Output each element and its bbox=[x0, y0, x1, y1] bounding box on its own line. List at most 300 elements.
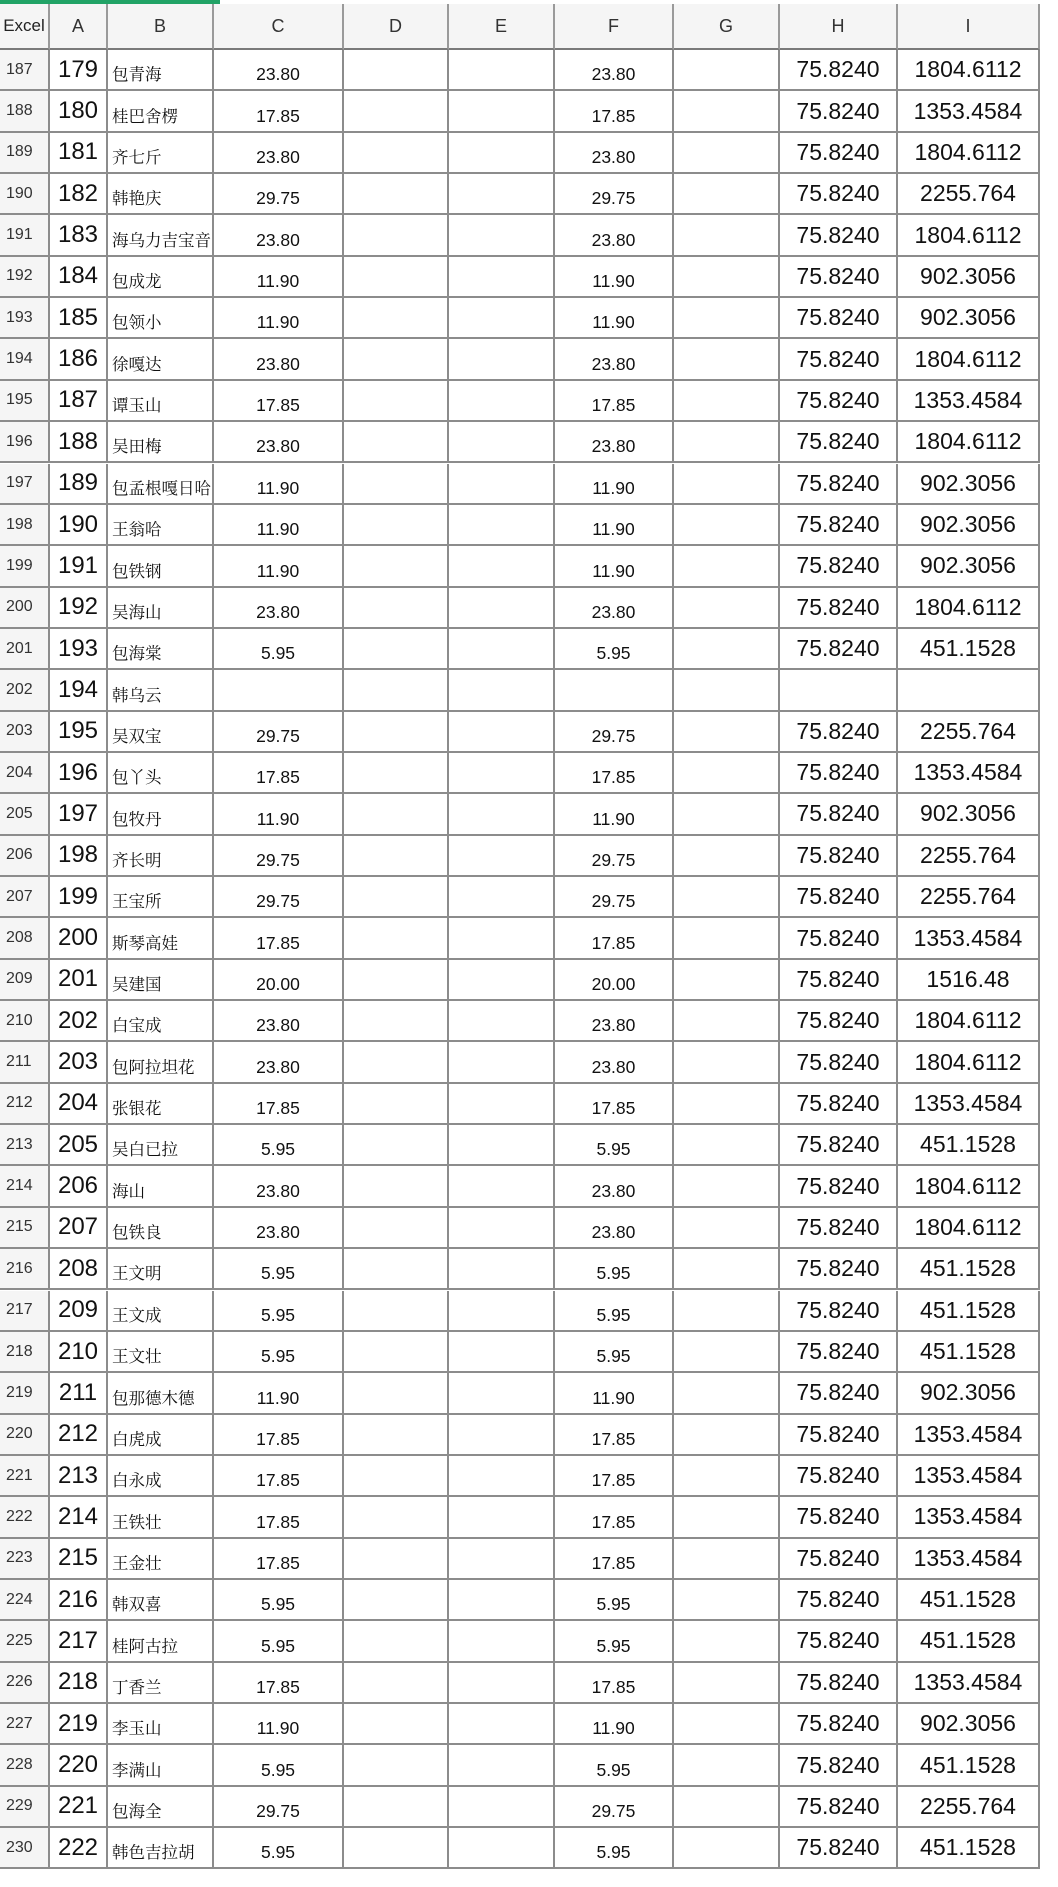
cell-a[interactable]: 185 bbox=[50, 298, 108, 339]
cell-g[interactable] bbox=[674, 1125, 780, 1166]
cell-i[interactable]: 902.3056 bbox=[898, 1373, 1040, 1414]
cell-f[interactable]: 11.90 bbox=[555, 794, 674, 835]
cell-i[interactable]: 1353.4584 bbox=[898, 1415, 1040, 1456]
cell-h[interactable]: 75.8240 bbox=[780, 1745, 898, 1786]
cell-g[interactable] bbox=[674, 753, 780, 794]
cell-f[interactable]: 23.80 bbox=[555, 588, 674, 629]
cell-a[interactable]: 183 bbox=[50, 215, 108, 256]
cell-f[interactable]: 23.80 bbox=[555, 1166, 674, 1207]
cell-i[interactable]: 1804.6112 bbox=[898, 1166, 1040, 1207]
cell-e[interactable] bbox=[449, 1208, 555, 1249]
column-header-b[interactable]: B bbox=[108, 4, 214, 50]
cell-i[interactable]: 2255.764 bbox=[898, 1787, 1040, 1828]
cell-b[interactable]: 齐长明 bbox=[108, 836, 214, 877]
cell-c[interactable]: 5.95 bbox=[214, 1249, 344, 1290]
cell-g[interactable] bbox=[674, 1084, 780, 1125]
cell-e[interactable] bbox=[449, 1580, 555, 1621]
cell-g[interactable] bbox=[674, 381, 780, 422]
cell-a[interactable]: 192 bbox=[50, 588, 108, 629]
cell-b[interactable]: 包丫头 bbox=[108, 753, 214, 794]
cell-c[interactable]: 23.80 bbox=[214, 1001, 344, 1042]
cell-i[interactable]: 1804.6112 bbox=[898, 588, 1040, 629]
cell-g[interactable] bbox=[674, 1456, 780, 1497]
cell-b[interactable]: 王文明 bbox=[108, 1249, 214, 1290]
cell-g[interactable] bbox=[674, 1291, 780, 1332]
cell-c[interactable]: 17.85 bbox=[214, 1663, 344, 1704]
cell-h[interactable]: 75.8240 bbox=[780, 1208, 898, 1249]
cell-g[interactable] bbox=[674, 1373, 780, 1414]
cell-e[interactable] bbox=[449, 1373, 555, 1414]
cell-a[interactable]: 194 bbox=[50, 670, 108, 711]
cell-b[interactable]: 李玉山 bbox=[108, 1704, 214, 1745]
row-number[interactable]: 189 bbox=[0, 133, 50, 174]
cell-h[interactable]: 75.8240 bbox=[780, 257, 898, 298]
cell-e[interactable] bbox=[449, 1166, 555, 1207]
cell-a[interactable]: 215 bbox=[50, 1539, 108, 1580]
cell-a[interactable]: 213 bbox=[50, 1456, 108, 1497]
cell-i[interactable]: 902.3056 bbox=[898, 794, 1040, 835]
cell-a[interactable]: 209 bbox=[50, 1291, 108, 1332]
cell-g[interactable] bbox=[674, 1497, 780, 1538]
cell-d[interactable] bbox=[344, 1415, 449, 1456]
cell-a[interactable]: 179 bbox=[50, 50, 108, 91]
cell-a[interactable]: 203 bbox=[50, 1042, 108, 1083]
cell-f[interactable]: 5.95 bbox=[555, 1580, 674, 1621]
cell-h[interactable]: 75.8240 bbox=[780, 1084, 898, 1125]
cell-e[interactable] bbox=[449, 546, 555, 587]
cell-a[interactable]: 181 bbox=[50, 133, 108, 174]
cell-b[interactable]: 包铁钢 bbox=[108, 546, 214, 587]
cell-c[interactable]: 29.75 bbox=[214, 1787, 344, 1828]
cell-d[interactable] bbox=[344, 339, 449, 380]
cell-c[interactable]: 17.85 bbox=[214, 1539, 344, 1580]
cell-d[interactable] bbox=[344, 1787, 449, 1828]
cell-h[interactable]: 75.8240 bbox=[780, 877, 898, 918]
app-name-corner[interactable]: Excel bbox=[0, 4, 50, 50]
column-header-c[interactable]: C bbox=[214, 4, 344, 50]
cell-g[interactable] bbox=[674, 794, 780, 835]
cell-h[interactable]: 75.8240 bbox=[780, 629, 898, 670]
cell-a[interactable]: 199 bbox=[50, 877, 108, 918]
cell-d[interactable] bbox=[344, 1125, 449, 1166]
row-number[interactable]: 200 bbox=[0, 588, 50, 629]
cell-e[interactable] bbox=[449, 1787, 555, 1828]
cell-c[interactable]: 5.95 bbox=[214, 1621, 344, 1662]
cell-b[interactable]: 包孟根嘎日哈 bbox=[108, 464, 214, 505]
cell-b[interactable]: 包成龙 bbox=[108, 257, 214, 298]
cell-d[interactable] bbox=[344, 1745, 449, 1786]
cell-b[interactable]: 徐嘎达 bbox=[108, 339, 214, 380]
cell-a[interactable]: 201 bbox=[50, 960, 108, 1001]
cell-h[interactable]: 75.8240 bbox=[780, 1663, 898, 1704]
cell-a[interactable]: 202 bbox=[50, 1001, 108, 1042]
row-number[interactable]: 195 bbox=[0, 381, 50, 422]
cell-a[interactable]: 207 bbox=[50, 1208, 108, 1249]
cell-h[interactable]: 75.8240 bbox=[780, 50, 898, 91]
cell-g[interactable] bbox=[674, 1001, 780, 1042]
cell-d[interactable] bbox=[344, 877, 449, 918]
cell-g[interactable] bbox=[674, 133, 780, 174]
cell-c[interactable]: 23.80 bbox=[214, 1042, 344, 1083]
cell-d[interactable] bbox=[344, 1001, 449, 1042]
cell-b[interactable]: 王文成 bbox=[108, 1291, 214, 1332]
cell-h[interactable]: 75.8240 bbox=[780, 1497, 898, 1538]
cell-i[interactable]: 2255.764 bbox=[898, 712, 1040, 753]
cell-d[interactable] bbox=[344, 464, 449, 505]
cell-h[interactable]: 75.8240 bbox=[780, 960, 898, 1001]
cell-b[interactable]: 张银花 bbox=[108, 1084, 214, 1125]
cell-f[interactable]: 5.95 bbox=[555, 629, 674, 670]
cell-g[interactable] bbox=[674, 1249, 780, 1290]
cell-f[interactable]: 5.95 bbox=[555, 1125, 674, 1166]
cell-a[interactable]: 193 bbox=[50, 629, 108, 670]
cell-b[interactable]: 包铁良 bbox=[108, 1208, 214, 1249]
cell-c[interactable]: 29.75 bbox=[214, 174, 344, 215]
cell-a[interactable]: 208 bbox=[50, 1249, 108, 1290]
row-number[interactable]: 225 bbox=[0, 1621, 50, 1662]
cell-h[interactable]: 75.8240 bbox=[780, 712, 898, 753]
cell-f[interactable]: 5.95 bbox=[555, 1745, 674, 1786]
cell-i[interactable]: 1353.4584 bbox=[898, 1497, 1040, 1538]
cell-g[interactable] bbox=[674, 918, 780, 959]
row-number[interactable]: 203 bbox=[0, 712, 50, 753]
cell-d[interactable] bbox=[344, 1208, 449, 1249]
cell-e[interactable] bbox=[449, 50, 555, 91]
cell-f[interactable]: 11.90 bbox=[555, 464, 674, 505]
cell-d[interactable] bbox=[344, 381, 449, 422]
cell-b[interactable]: 韩双喜 bbox=[108, 1580, 214, 1621]
cell-a[interactable]: 196 bbox=[50, 753, 108, 794]
cell-f[interactable]: 29.75 bbox=[555, 877, 674, 918]
cell-i[interactable]: 451.1528 bbox=[898, 629, 1040, 670]
cell-g[interactable] bbox=[674, 174, 780, 215]
cell-d[interactable] bbox=[344, 1621, 449, 1662]
cell-g[interactable] bbox=[674, 588, 780, 629]
cell-g[interactable] bbox=[674, 877, 780, 918]
cell-f[interactable]: 23.80 bbox=[555, 133, 674, 174]
cell-a[interactable]: 217 bbox=[50, 1621, 108, 1662]
cell-h[interactable]: 75.8240 bbox=[780, 546, 898, 587]
cell-b[interactable]: 吴双宝 bbox=[108, 712, 214, 753]
column-header-a[interactable]: A bbox=[50, 4, 108, 50]
cell-c[interactable]: 11.90 bbox=[214, 794, 344, 835]
cell-c[interactable]: 17.85 bbox=[214, 381, 344, 422]
cell-f[interactable]: 5.95 bbox=[555, 1291, 674, 1332]
cell-i[interactable]: 1353.4584 bbox=[898, 1456, 1040, 1497]
cell-e[interactable] bbox=[449, 422, 555, 463]
cell-i[interactable]: 902.3056 bbox=[898, 298, 1040, 339]
cell-i[interactable]: 2255.764 bbox=[898, 836, 1040, 877]
cell-e[interactable] bbox=[449, 918, 555, 959]
cell-g[interactable] bbox=[674, 505, 780, 546]
cell-g[interactable] bbox=[674, 1580, 780, 1621]
row-number[interactable]: 228 bbox=[0, 1745, 50, 1786]
row-number[interactable]: 216 bbox=[0, 1249, 50, 1290]
cell-b[interactable]: 韩艳庆 bbox=[108, 174, 214, 215]
cell-d[interactable] bbox=[344, 257, 449, 298]
cell-b[interactable]: 韩乌云 bbox=[108, 670, 214, 711]
cell-h[interactable]: 75.8240 bbox=[780, 298, 898, 339]
cell-d[interactable] bbox=[344, 50, 449, 91]
cell-f[interactable]: 23.80 bbox=[555, 1001, 674, 1042]
cell-d[interactable] bbox=[344, 1828, 449, 1869]
row-number[interactable]: 205 bbox=[0, 794, 50, 835]
cell-h[interactable]: 75.8240 bbox=[780, 753, 898, 794]
cell-b[interactable]: 王文壮 bbox=[108, 1332, 214, 1373]
cell-a[interactable]: 206 bbox=[50, 1166, 108, 1207]
cell-f[interactable]: 17.85 bbox=[555, 1415, 674, 1456]
cell-g[interactable] bbox=[674, 546, 780, 587]
cell-c[interactable]: 17.85 bbox=[214, 1084, 344, 1125]
cell-a[interactable]: 212 bbox=[50, 1415, 108, 1456]
cell-b[interactable]: 齐七斤 bbox=[108, 133, 214, 174]
cell-d[interactable] bbox=[344, 1456, 449, 1497]
cell-g[interactable] bbox=[674, 1166, 780, 1207]
cell-c[interactable]: 23.80 bbox=[214, 50, 344, 91]
cell-c[interactable]: 11.90 bbox=[214, 546, 344, 587]
cell-d[interactable] bbox=[344, 670, 449, 711]
cell-g[interactable] bbox=[674, 629, 780, 670]
cell-f[interactable]: 5.95 bbox=[555, 1828, 674, 1869]
cell-e[interactable] bbox=[449, 1415, 555, 1456]
cell-h[interactable]: 75.8240 bbox=[780, 339, 898, 380]
cell-g[interactable] bbox=[674, 422, 780, 463]
cell-a[interactable]: 180 bbox=[50, 91, 108, 132]
cell-d[interactable] bbox=[344, 918, 449, 959]
row-number[interactable]: 222 bbox=[0, 1497, 50, 1538]
row-number[interactable]: 193 bbox=[0, 298, 50, 339]
cell-a[interactable]: 184 bbox=[50, 257, 108, 298]
cell-h[interactable]: 75.8240 bbox=[780, 794, 898, 835]
cell-h[interactable]: 75.8240 bbox=[780, 1415, 898, 1456]
cell-a[interactable]: 216 bbox=[50, 1580, 108, 1621]
cell-f[interactable]: 5.95 bbox=[555, 1249, 674, 1290]
cell-e[interactable] bbox=[449, 381, 555, 422]
cell-i[interactable]: 1353.4584 bbox=[898, 918, 1040, 959]
row-number[interactable]: 194 bbox=[0, 339, 50, 380]
cell-c[interactable]: 11.90 bbox=[214, 1373, 344, 1414]
row-number[interactable]: 212 bbox=[0, 1084, 50, 1125]
cell-c[interactable]: 17.85 bbox=[214, 918, 344, 959]
cell-f[interactable]: 17.85 bbox=[555, 1456, 674, 1497]
cell-c[interactable]: 23.80 bbox=[214, 133, 344, 174]
row-number[interactable]: 188 bbox=[0, 91, 50, 132]
cell-b[interactable]: 王宝所 bbox=[108, 877, 214, 918]
cell-a[interactable]: 186 bbox=[50, 339, 108, 380]
cell-f[interactable]: 17.85 bbox=[555, 1084, 674, 1125]
column-header-i[interactable]: I bbox=[898, 4, 1040, 50]
cell-b[interactable]: 王金壮 bbox=[108, 1539, 214, 1580]
cell-i[interactable]: 1353.4584 bbox=[898, 1084, 1040, 1125]
cell-d[interactable] bbox=[344, 1663, 449, 1704]
cell-c[interactable]: 5.95 bbox=[214, 1332, 344, 1373]
cell-d[interactable] bbox=[344, 1249, 449, 1290]
cell-c[interactable]: 17.85 bbox=[214, 1415, 344, 1456]
cell-a[interactable]: 221 bbox=[50, 1787, 108, 1828]
column-header-g[interactable]: G bbox=[674, 4, 780, 50]
cell-h[interactable]: 75.8240 bbox=[780, 1291, 898, 1332]
cell-i[interactable]: 451.1528 bbox=[898, 1125, 1040, 1166]
cell-h[interactable]: 75.8240 bbox=[780, 1539, 898, 1580]
column-header-f[interactable]: F bbox=[555, 4, 674, 50]
cell-i[interactable]: 902.3056 bbox=[898, 257, 1040, 298]
cell-f[interactable]: 17.85 bbox=[555, 1497, 674, 1538]
row-number[interactable]: 211 bbox=[0, 1042, 50, 1083]
cell-g[interactable] bbox=[674, 1208, 780, 1249]
cell-i[interactable]: 2255.764 bbox=[898, 174, 1040, 215]
cell-e[interactable] bbox=[449, 1704, 555, 1745]
cell-a[interactable]: 189 bbox=[50, 464, 108, 505]
cell-g[interactable] bbox=[674, 960, 780, 1001]
cell-d[interactable] bbox=[344, 836, 449, 877]
cell-c[interactable]: 23.80 bbox=[214, 339, 344, 380]
cell-e[interactable] bbox=[449, 464, 555, 505]
cell-h[interactable]: 75.8240 bbox=[780, 505, 898, 546]
cell-c[interactable]: 23.80 bbox=[214, 588, 344, 629]
row-number[interactable]: 199 bbox=[0, 546, 50, 587]
cell-d[interactable] bbox=[344, 712, 449, 753]
row-number[interactable]: 217 bbox=[0, 1291, 50, 1332]
cell-d[interactable] bbox=[344, 1166, 449, 1207]
cell-e[interactable] bbox=[449, 174, 555, 215]
cell-g[interactable] bbox=[674, 257, 780, 298]
cell-c[interactable]: 5.95 bbox=[214, 1828, 344, 1869]
cell-h[interactable]: 75.8240 bbox=[780, 918, 898, 959]
cell-e[interactable] bbox=[449, 133, 555, 174]
cell-e[interactable] bbox=[449, 1828, 555, 1869]
cell-c[interactable]: 29.75 bbox=[214, 712, 344, 753]
cell-a[interactable]: 222 bbox=[50, 1828, 108, 1869]
cell-h[interactable]: 75.8240 bbox=[780, 91, 898, 132]
cell-e[interactable] bbox=[449, 629, 555, 670]
cell-a[interactable]: 200 bbox=[50, 918, 108, 959]
cell-c[interactable]: 5.95 bbox=[214, 1125, 344, 1166]
cell-c[interactable]: 11.90 bbox=[214, 505, 344, 546]
cell-e[interactable] bbox=[449, 960, 555, 1001]
cell-e[interactable] bbox=[449, 1084, 555, 1125]
cell-g[interactable] bbox=[674, 298, 780, 339]
cell-e[interactable] bbox=[449, 505, 555, 546]
cell-i[interactable]: 1353.4584 bbox=[898, 753, 1040, 794]
cell-h[interactable]: 75.8240 bbox=[780, 1456, 898, 1497]
cell-i[interactable]: 1804.6112 bbox=[898, 50, 1040, 91]
cell-i[interactable]: 1804.6112 bbox=[898, 1042, 1040, 1083]
cell-h[interactable]: 75.8240 bbox=[780, 174, 898, 215]
cell-c[interactable]: 5.95 bbox=[214, 1291, 344, 1332]
cell-a[interactable]: 191 bbox=[50, 546, 108, 587]
cell-e[interactable] bbox=[449, 1663, 555, 1704]
cell-h[interactable]: 75.8240 bbox=[780, 1828, 898, 1869]
cell-a[interactable]: 214 bbox=[50, 1497, 108, 1538]
row-number[interactable]: 223 bbox=[0, 1539, 50, 1580]
cell-g[interactable] bbox=[674, 464, 780, 505]
cell-b[interactable]: 海乌力吉宝音 bbox=[108, 215, 214, 256]
cell-e[interactable] bbox=[449, 1456, 555, 1497]
cell-i[interactable]: 451.1528 bbox=[898, 1249, 1040, 1290]
cell-i[interactable]: 451.1528 bbox=[898, 1291, 1040, 1332]
cell-a[interactable]: 188 bbox=[50, 422, 108, 463]
cell-g[interactable] bbox=[674, 1332, 780, 1373]
cell-e[interactable] bbox=[449, 1621, 555, 1662]
cell-a[interactable]: 187 bbox=[50, 381, 108, 422]
cell-i[interactable]: 451.1528 bbox=[898, 1828, 1040, 1869]
cell-h[interactable]: 75.8240 bbox=[780, 588, 898, 629]
cell-a[interactable]: 197 bbox=[50, 794, 108, 835]
cell-d[interactable] bbox=[344, 588, 449, 629]
cell-i[interactable]: 451.1528 bbox=[898, 1332, 1040, 1373]
column-header-d[interactable]: D bbox=[344, 4, 449, 50]
cell-i[interactable]: 1516.48 bbox=[898, 960, 1040, 1001]
cell-b[interactable]: 海山 bbox=[108, 1166, 214, 1207]
cell-c[interactable]: 29.75 bbox=[214, 877, 344, 918]
cell-d[interactable] bbox=[344, 546, 449, 587]
row-number[interactable]: 210 bbox=[0, 1001, 50, 1042]
cell-e[interactable] bbox=[449, 1042, 555, 1083]
cell-e[interactable] bbox=[449, 298, 555, 339]
cell-f[interactable]: 20.00 bbox=[555, 960, 674, 1001]
cell-e[interactable] bbox=[449, 215, 555, 256]
cell-f[interactable]: 5.95 bbox=[555, 1332, 674, 1373]
cell-c[interactable]: 23.80 bbox=[214, 422, 344, 463]
row-number[interactable]: 219 bbox=[0, 1373, 50, 1414]
cell-g[interactable] bbox=[674, 1415, 780, 1456]
cell-b[interactable]: 桂巴舍楞 bbox=[108, 91, 214, 132]
cell-c[interactable]: 20.00 bbox=[214, 960, 344, 1001]
cell-i[interactable] bbox=[898, 670, 1040, 711]
row-number[interactable]: 214 bbox=[0, 1166, 50, 1207]
cell-h[interactable]: 75.8240 bbox=[780, 1787, 898, 1828]
cell-b[interactable]: 李满山 bbox=[108, 1745, 214, 1786]
cell-i[interactable]: 1353.4584 bbox=[898, 381, 1040, 422]
cell-i[interactable]: 1353.4584 bbox=[898, 1539, 1040, 1580]
row-number[interactable]: 230 bbox=[0, 1828, 50, 1869]
cell-f[interactable]: 11.90 bbox=[555, 298, 674, 339]
cell-c[interactable]: 23.80 bbox=[214, 1208, 344, 1249]
cell-c[interactable]: 5.95 bbox=[214, 1580, 344, 1621]
cell-d[interactable] bbox=[344, 794, 449, 835]
cell-f[interactable]: 11.90 bbox=[555, 1373, 674, 1414]
row-number[interactable]: 204 bbox=[0, 753, 50, 794]
cell-i[interactable]: 1353.4584 bbox=[898, 91, 1040, 132]
row-number[interactable]: 198 bbox=[0, 505, 50, 546]
cell-d[interactable] bbox=[344, 1580, 449, 1621]
cell-b[interactable]: 包青海 bbox=[108, 50, 214, 91]
cell-d[interactable] bbox=[344, 215, 449, 256]
cell-e[interactable] bbox=[449, 1001, 555, 1042]
cell-d[interactable] bbox=[344, 960, 449, 1001]
cell-h[interactable]: 75.8240 bbox=[780, 1042, 898, 1083]
cell-b[interactable]: 斯琴高娃 bbox=[108, 918, 214, 959]
cell-i[interactable]: 902.3056 bbox=[898, 1704, 1040, 1745]
cell-e[interactable] bbox=[449, 1497, 555, 1538]
cell-i[interactable]: 1804.6112 bbox=[898, 1001, 1040, 1042]
cell-c[interactable]: 11.90 bbox=[214, 257, 344, 298]
cell-i[interactable]: 1804.6112 bbox=[898, 422, 1040, 463]
cell-a[interactable]: 218 bbox=[50, 1663, 108, 1704]
cell-c[interactable]: 5.95 bbox=[214, 629, 344, 670]
cell-f[interactable]: 11.90 bbox=[555, 505, 674, 546]
cell-b[interactable]: 包领小 bbox=[108, 298, 214, 339]
cell-h[interactable] bbox=[780, 670, 898, 711]
cell-c[interactable]: 17.85 bbox=[214, 1456, 344, 1497]
cell-e[interactable] bbox=[449, 794, 555, 835]
cell-h[interactable]: 75.8240 bbox=[780, 1125, 898, 1166]
row-number[interactable]: 202 bbox=[0, 670, 50, 711]
row-number[interactable]: 206 bbox=[0, 836, 50, 877]
cell-d[interactable] bbox=[344, 629, 449, 670]
column-header-e[interactable]: E bbox=[449, 4, 555, 50]
cell-f[interactable]: 17.85 bbox=[555, 918, 674, 959]
